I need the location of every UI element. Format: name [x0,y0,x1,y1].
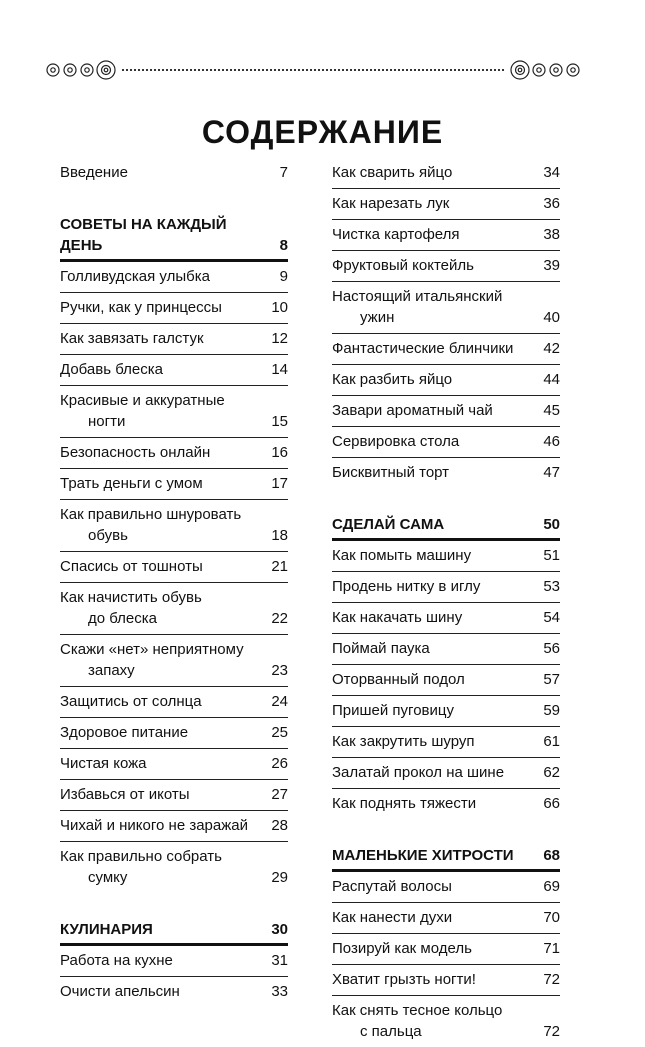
toc-title-line: ногти [88,413,126,430]
toc-page-number: 69 [543,878,560,895]
toc-entry [332,541,560,572]
toc-page-number: 22 [271,610,288,627]
toc-entry-title [60,950,264,971]
toc-title-line: Как завязать галстук [60,330,204,347]
toc-section-heading [60,915,288,946]
toc-entry-title [332,793,536,814]
toc-entry-title [60,390,264,432]
toc-page-number: 42 [543,340,560,357]
toc-column-left [60,158,288,1007]
toc-entry [60,977,288,1007]
toc-entry-title [60,442,264,463]
toc-entry [60,324,288,355]
toc-title-line: Очисти апельсин [60,983,180,1000]
toc-page-number: 46 [543,433,560,450]
toc-page-number: 10 [271,299,288,316]
toc-page-number: 59 [543,702,560,719]
toc-entry-title [60,587,264,629]
toc-entry [60,355,288,386]
toc-entry [332,251,560,282]
toc-title-line: обувь [88,527,128,544]
toc-title-line: Бисквитный торт [332,464,450,481]
toc-title-line: Как снять тесное кольцо [332,1002,503,1019]
toc-entry [60,583,288,635]
toc-entry-title [332,224,536,245]
toc-title-line: Скажи «нет» неприятному [60,641,244,658]
toc-entry-title [60,722,264,743]
toc-title-line: Избавься от икоты [60,786,190,803]
toc-entry-title [332,338,536,359]
toc-title-line: Как помыть машину [332,547,472,564]
toc-title-line: Распутай волосы [332,878,452,895]
toc-entry [60,469,288,500]
toc-entry [60,946,288,977]
toc-entry [332,458,560,488]
toc-page-number: 70 [543,909,560,926]
toc-entry-title [332,762,536,783]
toc-entry-title [60,815,264,836]
toc-entry-title [332,462,536,483]
toc-title-line: запаху [88,662,135,679]
toc-entry-title [60,504,264,546]
toc-entry-title [60,981,264,1002]
toc-entry [60,386,288,438]
toc-entry [332,603,560,634]
toc-entry [60,438,288,469]
toc-entry [332,334,560,365]
toc-title-line: СДЕЛАЙ САМА [332,516,445,533]
toc-entry-title [332,638,536,659]
toc-title-line: Сервировка стола [332,433,460,450]
toc-title-line: Введение [60,164,128,181]
toc-entry [332,365,560,396]
toc-entry-title [60,266,264,287]
toc-entry [60,749,288,780]
toc-entry-title [332,907,536,928]
toc-page-number: 17 [271,475,288,492]
toc-page-number: 14 [271,361,288,378]
toc-entry [60,811,288,842]
toc-entry-title [332,286,536,328]
toc-page-number: 66 [543,795,560,812]
toc-page-number: 72 [543,1023,560,1040]
toc-title-line: Защитись от солнца [60,693,202,710]
toc-title-line: Безопасность онлайн [60,444,211,461]
toc-page-number: 34 [543,164,560,181]
toc-title-line: Как начистить обувь [60,589,202,606]
toc-entry-title [60,359,264,380]
toc-page-number: 71 [543,940,560,957]
toc-title-line: Как разбить яйцо [332,371,453,388]
toc-entry-title [332,845,543,866]
toc-page-number: 18 [271,527,288,544]
toc-title-line: Красивые и аккуратные [60,392,225,409]
toc-page-number: 36 [543,195,560,212]
toc-page-number: 51 [543,547,560,564]
toc-title-line: Завари ароматный чай [332,402,493,419]
flower-ornament-icon [506,57,582,83]
toc-entry-title [332,255,536,276]
toc-entry [60,293,288,324]
toc-entry-title [332,162,536,183]
toc-title-line: Хватит грызть ногти! [332,971,476,988]
toc-entry [332,696,560,727]
toc-entry [332,282,560,334]
toc-entry-title [332,731,536,752]
toc-page-number: 21 [271,558,288,575]
toc-entry [60,500,288,552]
toc-entry [332,572,560,603]
toc-title-line: Как правильно шнуровать [60,506,242,523]
toc-entry [332,903,560,934]
toc-entry [332,189,560,220]
toc-title-line: Здоровое питание [60,724,189,741]
toc-entry-title [332,193,536,214]
toc-entry-title [60,919,271,940]
toc-title-line: Как сварить яйцо [332,164,453,181]
toc-title-line: Добавь блеска [60,361,163,378]
toc-entry-title [332,700,536,721]
toc-title-line: Фантастические блинчики [332,340,514,357]
toc-page-number: 62 [543,764,560,781]
toc-entry [332,665,560,696]
ornament-dotted-line [122,69,504,71]
toc-entry [332,965,560,996]
toc-title-line: Голливудская улыбка [60,268,210,285]
toc-title-line: Как нанести духи [332,909,453,926]
toc-title-line: Трать деньги с умом [60,475,203,492]
toc-section-heading [60,210,288,262]
toc-entry [332,727,560,758]
toc-title-line: Фруктовый коктейль [332,257,474,274]
toc-entry [60,158,288,188]
toc-page-number: 40 [543,309,560,326]
toc-title-line: Как нарезать лук [332,195,450,212]
toc-page-number: 38 [543,226,560,243]
toc-entry-title [60,753,264,774]
toc-page-number: 61 [543,733,560,750]
toc-title-line: Настоящий итальянский [332,288,503,305]
toc-title-line: КУЛИНАРИЯ [60,921,153,938]
toc-entry [332,996,560,1047]
toc-title-line: Работа на кухне [60,952,173,969]
ornament-right [506,57,582,83]
toc-title-line: Пришей пуговицу [332,702,454,719]
toc-entry-title [60,556,264,577]
toc-page-number: 57 [543,671,560,688]
toc-title-line: Поймай паука [332,640,430,657]
toc-entry-title [60,846,264,888]
toc-page-number: 28 [271,817,288,834]
toc-title-line: Позируй как модель [332,940,472,957]
toc-title-line: МАЛЕНЬКИЕ ХИТРОСТИ [332,847,514,864]
toc-page-number: 31 [271,952,288,969]
toc-title-line: Залатай прокол на шине [332,764,505,781]
toc-page-number: 29 [271,869,288,886]
toc-entry-title [60,214,280,256]
toc-entry-title [332,1000,536,1042]
toc-title-line: сумку [88,869,128,886]
toc-entry [332,220,560,251]
toc-page-number: 39 [543,257,560,274]
toc-entry-title [332,876,536,897]
toc-entry [60,687,288,718]
toc-entry [332,427,560,458]
toc-title-line: Спасись от тошноты [60,558,203,575]
toc-entry [60,635,288,687]
toc-entry-title [332,431,536,452]
toc-entry-title [60,328,264,349]
toc-section-heading [332,510,560,541]
toc-page-number: 15 [271,413,288,430]
toc-page-number: 8 [279,237,288,254]
toc-entry-title [332,514,543,535]
toc-page-number: 27 [271,786,288,803]
toc-page-number: 16 [271,444,288,461]
toc-title-line: с пальца [360,1023,422,1040]
toc-entry [332,158,560,189]
toc-page-number: 53 [543,578,560,595]
toc-entry-title [332,969,536,990]
toc-entry-title [332,545,536,566]
toc-page-number: 26 [271,755,288,772]
toc-section-heading [332,841,560,872]
toc-page-number: 24 [271,693,288,710]
toc-page-number: 56 [543,640,560,657]
toc-entry-title [332,607,536,628]
toc-entry [332,396,560,427]
toc-entry [332,872,560,903]
toc-title-line: Оторванный подол [332,671,465,688]
toc-entry-title [60,639,264,681]
toc-entry [60,842,288,893]
toc-entry-title [332,938,536,959]
toc-column-right [332,158,560,1047]
toc-page-number: 9 [279,268,288,285]
toc-title-line: Чистая кожа [60,755,147,772]
flower-ornament-icon [44,57,120,83]
toc-entry [332,934,560,965]
toc-title-line: Ручки, как у принцессы [60,299,222,316]
toc-entry [60,262,288,293]
toc-entry-title [60,691,264,712]
toc-page-number: 47 [543,464,560,481]
toc-page-number: 12 [271,330,288,347]
toc-entry-title [60,297,264,318]
toc-page-number: 33 [271,983,288,1000]
toc-title-line: Как закрутить шуруп [332,733,475,750]
toc-title-line: ужин [360,309,395,326]
toc-page-number: 54 [543,609,560,626]
toc-entry [60,552,288,583]
toc-page-number: 23 [271,662,288,679]
toc-title-line: Чистка картофеля [332,226,460,243]
toc-title-line: СОВЕТЫ НА КАЖДЫЙ [60,216,227,233]
toc-entry-title [60,784,264,805]
toc-title-line: Как поднять тяжести [332,795,477,812]
toc-entry [60,718,288,749]
toc-entry [60,780,288,811]
toc-page-number: 72 [543,971,560,988]
toc-page-number: 50 [543,516,560,533]
toc-entry-title [332,369,536,390]
toc-title-line: ДЕНЬ [60,237,103,254]
toc-entry-title [332,400,536,421]
toc-title-line: Как накачать шину [332,609,463,626]
toc-entry [332,758,560,789]
toc-page-number: 68 [543,847,560,864]
toc-entry-title [60,473,264,494]
toc-entry [332,789,560,819]
toc-page-number: 30 [271,921,288,938]
toc-entry-title [332,576,536,597]
toc-entry [332,634,560,665]
toc-title-line: Чихай и никого не заражай [60,817,248,834]
toc-entry-title [60,162,264,183]
toc-title-line: Продень нитку в иглу [332,578,481,595]
toc-title-line: до блеска [88,610,158,627]
ornament-left [44,57,120,83]
toc-title-line: Как правильно собрать [60,848,222,865]
page-title: СОДЕРЖАНИЕ [201,114,444,150]
toc-page-number: 25 [271,724,288,741]
toc-page-number: 44 [543,371,560,388]
toc-page-number: 7 [279,164,288,181]
toc-page-number: 45 [543,402,560,419]
toc-entry-title [332,669,536,690]
